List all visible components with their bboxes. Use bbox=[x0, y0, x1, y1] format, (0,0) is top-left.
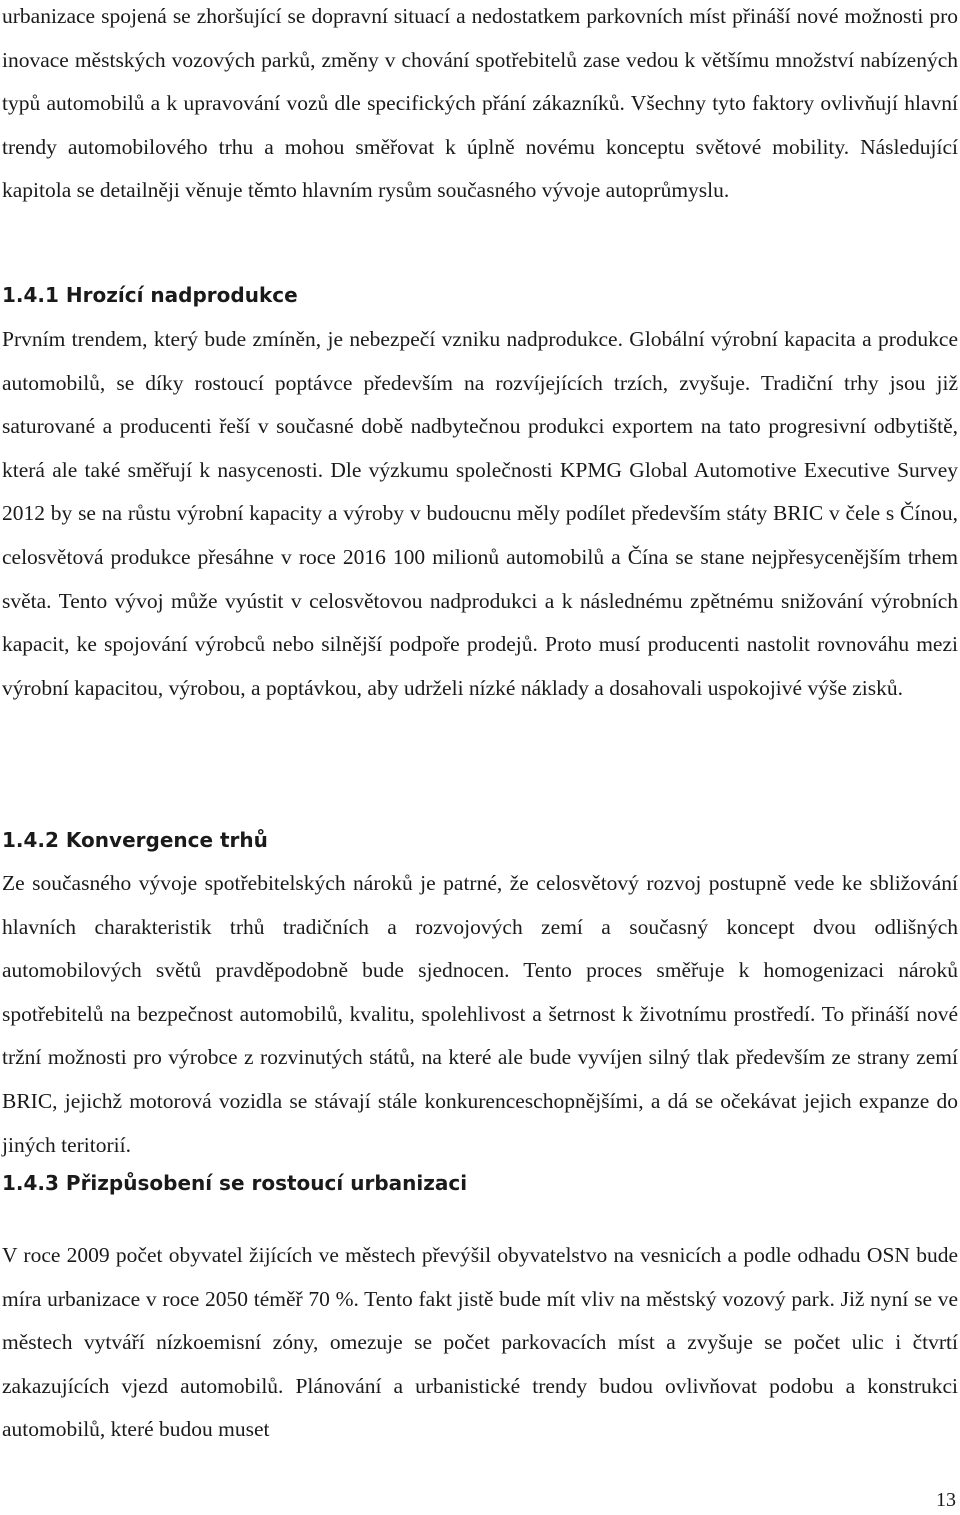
section-paragraph-hrozici-nadprodukce: Prvním trendem, který bude zmíněn, je nebezpečí vzniku nadprodukce. Globální výrobní kapacita a produkce automobilů, se díky rostoucí poptávce především na rozvíjejících trzích, zvyšuje. Tradiční trhy jsou již saturované a producenti řeší v současné době nadbytečnou produkci exportem na tato progresivní odbytiště, která ale také směřují k nasycenosti. Dle výzkumu společnosti KPMG Global Automotive Executive Survey 2012 by se na růstu výrobní kapacity a výroby v budoucnu měly podílet především státy BRIC v čele s Čínou, celosvětová produkce přesáhne v roce 2016 100 milionů automobilů a Čína se stane nejpřesycenějším trhem světa. Tento vývoj může vyústit v celosvětovou nadprodukci a k následnému zpětnému snižování výrobních kapacit, ke spojování výrobců nebo silnější podpoře prodejů. Proto musí producenti nastolit rovnováhu mezi výrobní kapacitou, výrobou, a poptávkou, aby udrželi nízké náklady a dosahovali uspokojivé výše zisků. bbox=[2, 327, 958, 700]
section-heading-hrozici-nadprodukce: 1.4.1 Hrozící nadprodukce bbox=[2, 283, 298, 307]
intro-paragraph: urbanizace spojená se zhoršující se dopravní situací a nedostatkem parkovních míst přináší nové možnosti pro inovace městských vozových parků, změny v chování spotřebitelů zase vedou k většímu množství nabízených typů automobilů a k upravování vozů dle specifických přání zákazníků. Všechny tyto faktory ovlivňují hlavní trendy automobilového trhu a mohou směřovat k úplně novému konceptu světové mobility. Následující kapitola se detailněji věnuje těmto hlavním rysům současného vývoje autoprůmyslu. bbox=[2, 4, 958, 203]
page-number: 13 bbox=[936, 1489, 956, 1511]
page-content bbox=[2, 0, 958, 218]
section-paragraph-konvergence-trhu: Ze současného vývoje spotřebitelských nároků je patrné, že celosvětový rozvoj postupně vede ke sbližování hlavních charakteristik trhů tradičních a rozvojových zemí a současný koncept dvou odlišných automobilových světů pravděpodobně bude sjednocen. Tento proces směřuje k homogenizaci nároků spotřebitelů na bezpečnost automobilů, kvalitu, spolehlivost a šetrnost k životnímu prostředí. To přináší nové tržní možnosti pro výrobce z rozvinutých států, na které ale bude vyvíjen silný tlak především ze strany zemí BRIC, jejichž motorová vozidla se stávají stále konkurenceschopnějšími, a dá se očekávat jejich expanze do jiných teritorií. bbox=[2, 871, 958, 1157]
section-paragraph-prizpusobeni-urbanizaci: V roce 2009 počet obyvatel žijících ve městech převýšil obyvatelstvo na vesnicích a podle odhadu OSN bude míra urbanizace v roce 2050 téměř 70 %. Tento fakt jistě bude mít vliv na městský vozový park. Již nyní se ve městech vytváří nízkoemisní zóny, omezuje se počet parkovacích míst a zvyšuje se počet ulic i čtvrtí zakazujících vjezd automobilů. Plánování a urbanistické trendy budou ovlivňovat podobu a konstrukci automobilů, které budou muset bbox=[2, 1243, 958, 1442]
section-heading-prizpusobeni-urbanizaci: 1.4.3 Přizpůsobení se rostoucí urbanizaci bbox=[2, 1171, 468, 1195]
section-heading-konvergence-trhu: 1.4.2 Konvergence trhů bbox=[2, 828, 268, 852]
